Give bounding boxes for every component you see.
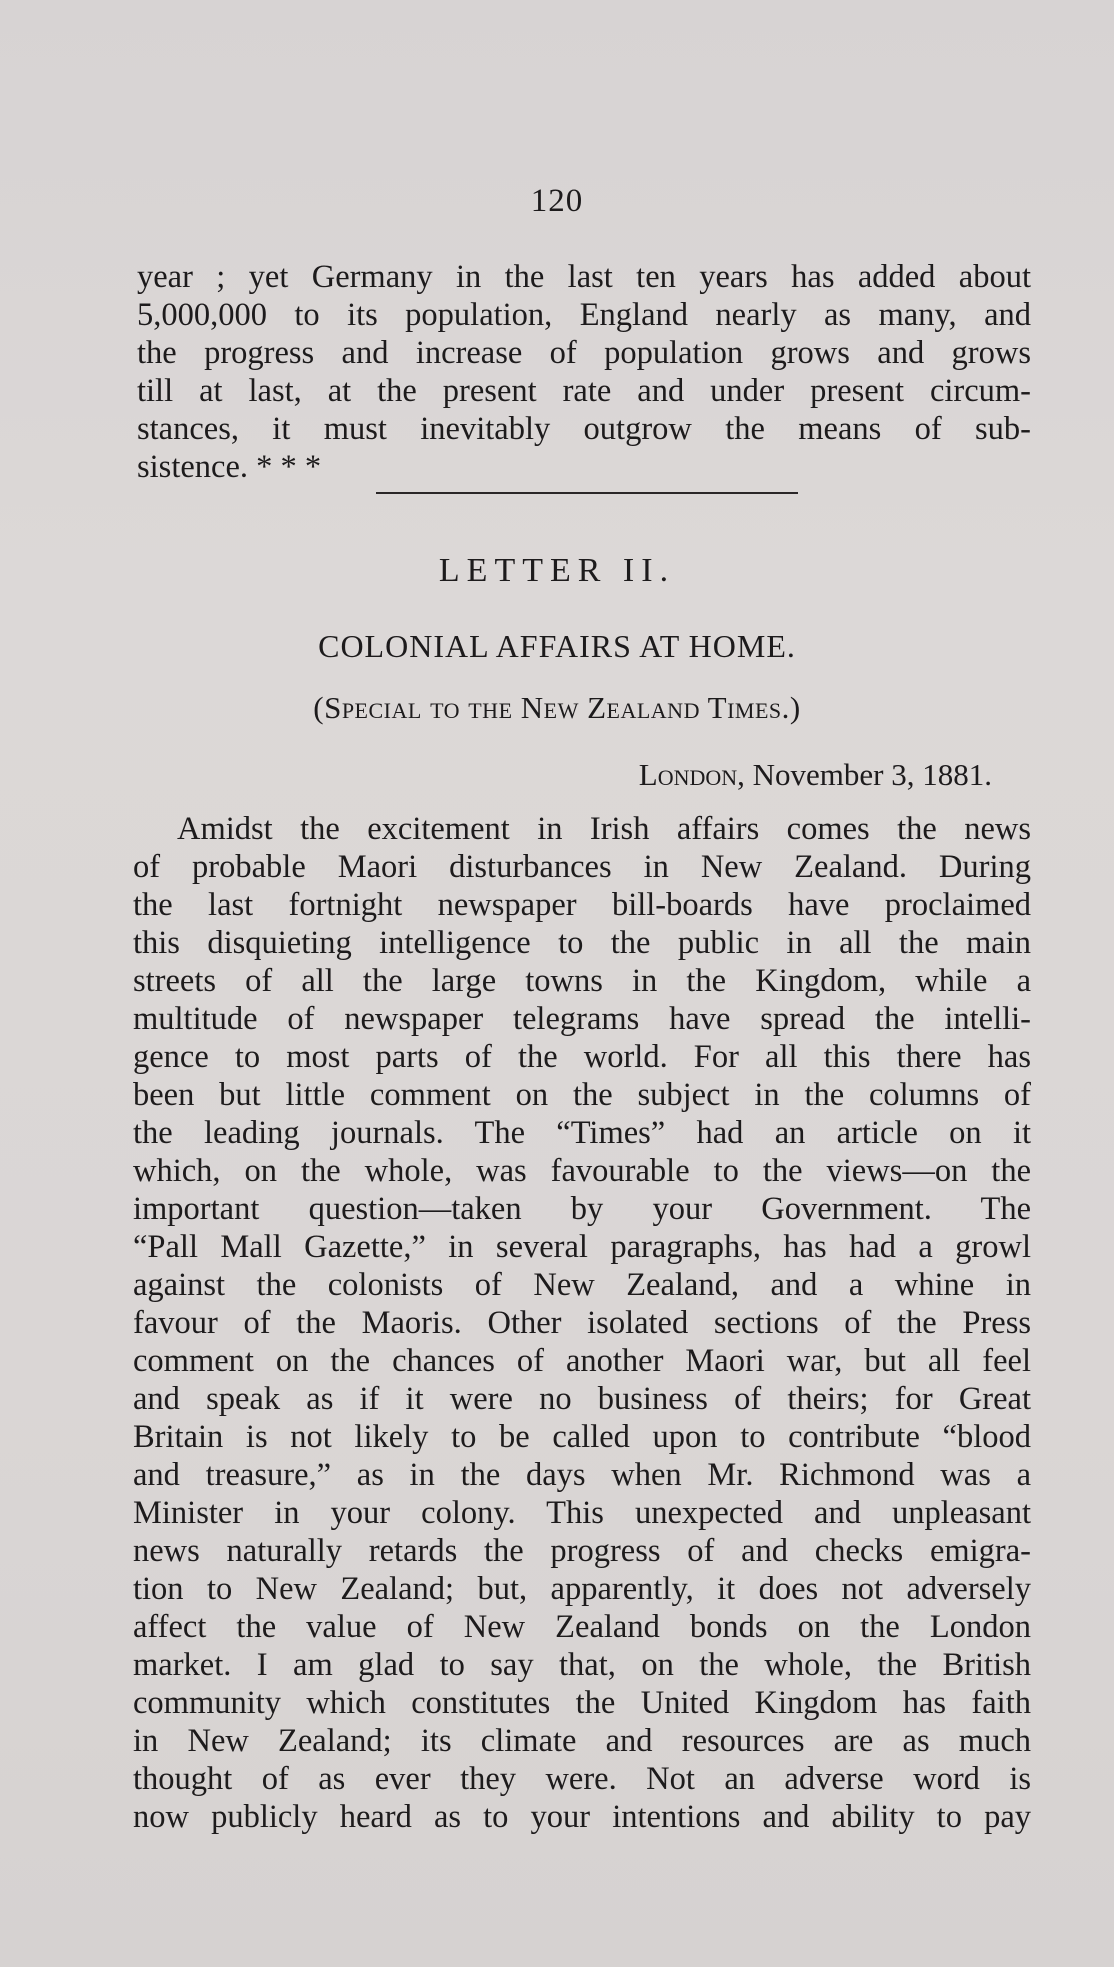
text-line: tion to New Zealand; but, apparently, it does not adversely	[133, 1571, 1031, 1607]
text-line: news naturally retards the progress of and checks emigra-	[133, 1533, 1031, 1569]
text-line: been but little comment on the subject in the columns of	[133, 1077, 1031, 1113]
text-line: of probable Maori disturbances in New Zealand. During	[133, 849, 1031, 885]
text-line: favour of the Maoris. Other isolated sections of the Press	[133, 1305, 1031, 1341]
text-line: comment on the chances of another Maori war, but all feel	[133, 1343, 1031, 1379]
text-line: 5,000,000 to its population, England nearly as many, and	[137, 297, 1031, 333]
text-line: which, on the whole, was favourable to the views—on the	[133, 1153, 1031, 1189]
text-line: the progress and increase of population grows and grows	[137, 335, 1031, 371]
letter-heading: LETTER II.	[438, 552, 676, 589]
text-line: market. I am glad to say that, on the whole, the British	[133, 1647, 1031, 1683]
subtitle: (Special to the New Zealand Times.)	[313, 690, 801, 725]
text-line: till at last, at the present rate and under present circum-	[137, 373, 1031, 409]
text-line: important question—taken by your Government. The	[133, 1191, 1031, 1227]
text-line: community which constitutes the United Kingdom has faith	[133, 1685, 1031, 1721]
text-line: and speak as if it were no business of theirs; for Great	[133, 1381, 1031, 1417]
text-line: affect the value of New Zealand bonds on the London	[133, 1609, 1031, 1645]
text-line: stances, it must inevitably outgrow the means of sub-	[137, 411, 1031, 447]
text-line: the last fortnight newspaper bill-boards have proclaimed	[133, 887, 1031, 923]
text-line: streets of all the large towns in the Kingdom, while a	[133, 963, 1031, 999]
dateline	[560, 757, 992, 793]
text-line: Britain is not likely to be called upon to contribute “blood	[133, 1419, 1031, 1455]
text-line: year ; yet Germany in the last ten years has added about	[137, 259, 1031, 295]
text-line: gence to most parts of the world. For all this there has	[133, 1039, 1031, 1075]
text-line: in New Zealand; its climate and resources are as much	[133, 1723, 1031, 1759]
text-line: and treasure,” as in the days when Mr. Richmond was a	[133, 1457, 1031, 1493]
dateline-place: London,	[638, 757, 745, 792]
text-line: now publicly heard as to your intentions and ability to pay	[133, 1799, 1031, 1835]
text-line: against the colonists of New Zealand, and a whine in	[133, 1267, 1031, 1303]
text-line: thought of as ever they were. Not an adverse word is	[133, 1761, 1031, 1797]
text-line: “Pall Mall Gazette,” in several paragraphs, has had a growl	[133, 1229, 1031, 1265]
page-number: 120	[530, 183, 584, 219]
dateline-date: November 3, 1881.	[752, 757, 992, 792]
section-divider	[376, 492, 798, 494]
section-title: COLONIAL AFFAIRS AT HOME.	[318, 628, 796, 664]
text-line: multitude of newspaper telegrams have spread the intelli-	[133, 1001, 1031, 1037]
text-line: Amidst the excitement in Irish affairs comes the news	[177, 811, 1031, 847]
text-line: sistence. * * *	[137, 449, 322, 485]
text-line: Minister in your colony. This unexpected and unpleasant	[133, 1495, 1031, 1531]
text-line: this disquieting intelligence to the public in all the main	[133, 925, 1031, 961]
text-line: the leading journals. The “Times” had an article on it	[133, 1115, 1031, 1151]
